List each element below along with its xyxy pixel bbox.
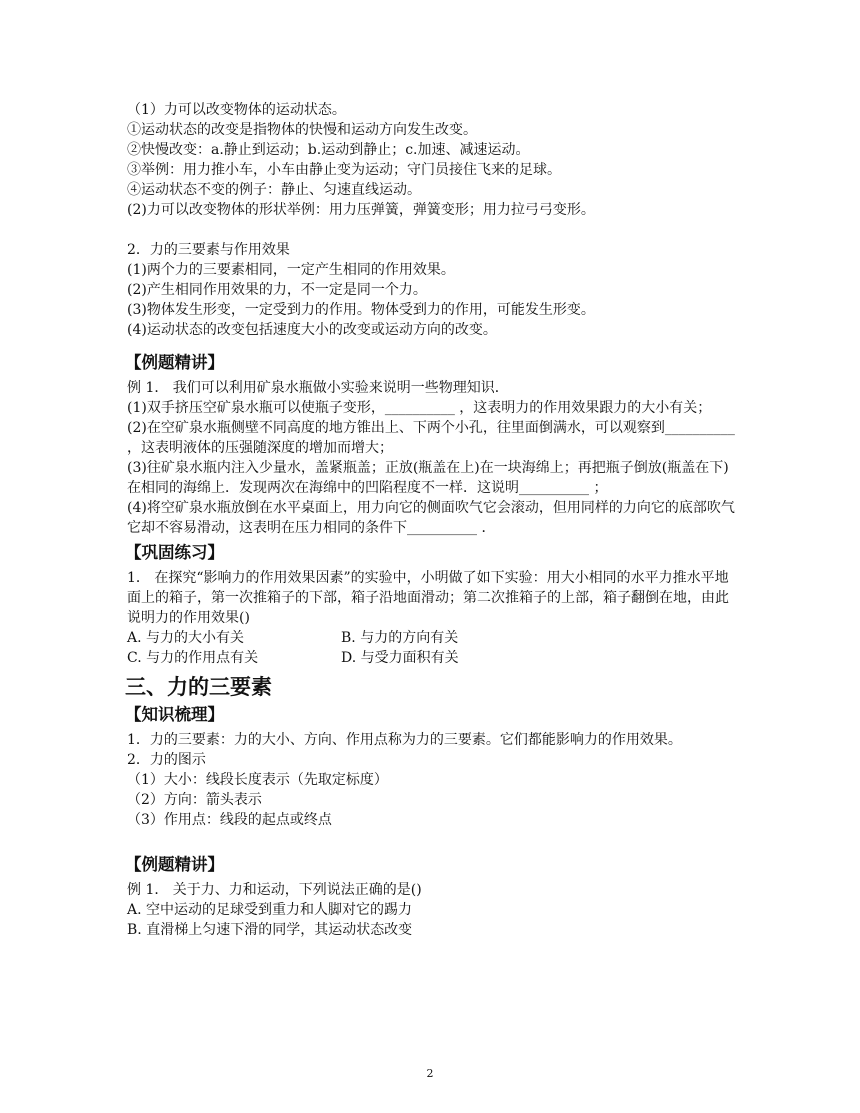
text-line: (1)两个力的三要素相同，一定产生相同的作用效果。 <box>127 262 455 278</box>
option-b: B. 与力的方向有关 <box>341 630 459 646</box>
text-line: ④运动状态不变的例子：静止、匀速直线运动。 <box>127 182 421 198</box>
section-heading-knowledge: 【知识梳理】 <box>125 705 224 724</box>
text-line: (2)产生相同作用效果的力，不一定是同一个力。 <box>127 282 427 298</box>
option-d: D. 与受力面积有关 <box>341 650 459 666</box>
force-motion-state-block <box>127 100 737 220</box>
text-line: (4)运动状态的改变包括速度大小的改变或运动方向的改变。 <box>127 322 497 338</box>
spacer <box>127 220 737 240</box>
page-number: 2 <box>426 1067 434 1080</box>
text-line: (2)力可以改变物体的形状举例：用力压弹簧，弹簧变形；用力拉弓弓变形。 <box>127 202 595 218</box>
text-line: （3）作用点：线段的起点或终点 <box>127 812 332 828</box>
practice-block <box>127 568 737 668</box>
text-line: 2．力的三要素与作用效果 <box>127 242 290 258</box>
knowledge-block <box>127 730 737 830</box>
chapter-title: 三、力的三要素 <box>125 675 272 699</box>
example-2-block <box>127 880 737 940</box>
text-line: A. 空中运动的足球受到重力和人脚对它的踢力 <box>127 902 413 918</box>
text-line: B. 直滑梯上匀速下滑的同学，其运动状态改变 <box>127 922 413 938</box>
text-line: (2)在空矿泉水瓶侧壁不同高度的地方锥出上、下两个小孔，往里面倒满水，可以观察到__________ ，这表明液体的压强随深度的增加而增大； <box>127 420 735 456</box>
text-line: ③举例：用力推小车，小车由静止变为运动；守门员接住飞来的足球。 <box>127 162 561 178</box>
section-heading-example: 【例题精讲】 <box>125 353 224 372</box>
section-heading-practice: 【巩固练习】 <box>125 543 224 562</box>
text-line: 1．力的三要素：力的大小、方向、作用点称为力的三要素。它们都能影响力的作用效果。 <box>127 732 682 748</box>
text-line: 2．力的图示 <box>127 752 206 768</box>
option-a: A. 与力的大小有关 <box>127 630 245 646</box>
text-line: ②快慢改变：a.静止到运动；b.运动到静止；c.加速、减速运动。 <box>127 142 530 158</box>
text-line: （1）力可以改变物体的运动状态。 <box>127 102 346 118</box>
options-row <box>127 648 737 668</box>
options-row <box>127 628 737 648</box>
text-line: (3)往矿泉水瓶内注入少量水，盖紧瓶盖；正放(瓶盖在上)在一块海绵上；再把瓶子倒放(瓶盖在下)在相同的海绵上．发现两次在海绵中的凹陷程度不一样．这说明__________ ； <box>127 460 729 496</box>
text-line: (3)物体发生形变，一定受到力的作用。物体受到力的作用，可能发生形变。 <box>127 302 595 318</box>
question-stem: 1． 在探究“影响力的作用效果因素”的实验中，小明做了如下实验：用大小相同的水平力推水平地面上的箱子，第一次推箱子的下部，箱子沿地面滑动；第二次推箱子的上部，箱子翻倒在地，由此说明力的作用效果() <box>127 570 729 626</box>
text-line: 例 1． 关于力、力和运动，下列说法正确的是() <box>127 882 422 898</box>
text-line: ①运动状态的改变是指物体的快慢和运动方向发生改变。 <box>127 122 477 138</box>
text-line: (4)将空矿泉水瓶放倒在水平桌面上，用力向它的侧面吹气它会滚动，但用同样的力向它的底部吹气它却不容易滑动，这表明在压力相同的条件下__________ ． <box>127 500 735 536</box>
text-line: 例 1． 我们可以利用矿泉水瓶做小实验来说明一些物理知识． <box>127 380 509 396</box>
text-line: （2）方向：箭头表示 <box>127 792 262 808</box>
text-line: （1）大小：线段长度表示（先取定标度） <box>127 772 388 788</box>
three-elements-effects-block <box>127 240 737 340</box>
document-page <box>127 100 737 940</box>
option-c: C. 与力的作用点有关 <box>127 650 259 666</box>
section-heading-example: 【例题精讲】 <box>125 855 224 874</box>
example-1-block <box>127 378 737 538</box>
text-line: (1)双手挤压空矿泉水瓶可以使瓶子变形，__________ ，这表明力的作用效果跟力的大小有关； <box>127 400 712 416</box>
